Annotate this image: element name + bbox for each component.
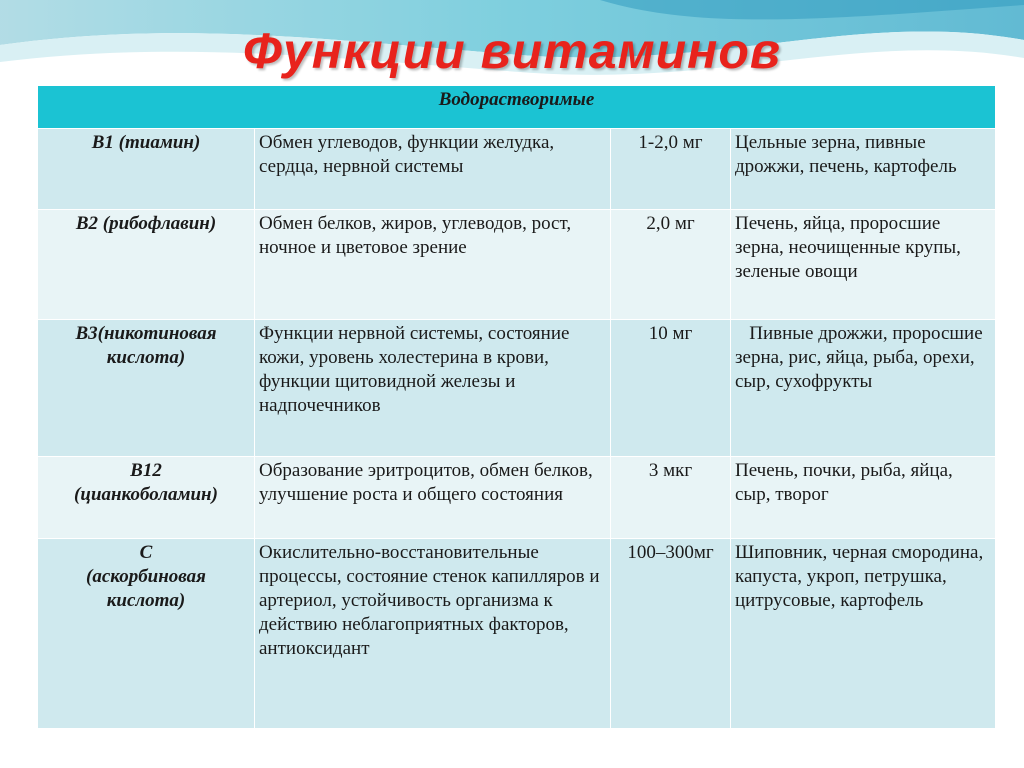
vitamin-sources: Цельные зерна, пивные дрожжи, печень, картофель: [731, 129, 996, 210]
vitamin-function: Окислительно-восстановительные процессы, состояние стенок капилляров и артериол, устойчивость организма к действию неблагоприятных факторов, антиоксидант: [255, 539, 611, 729]
table-row: [38, 129, 996, 210]
table-header: Водорастворимые: [38, 86, 996, 129]
vitamin-function: Обмен белков, жиров, углеводов, рост, ночное и цветовое зрение: [255, 210, 611, 320]
vitamin-dose: 2,0 мг: [611, 210, 731, 320]
page-title: Функции витаминов: [242, 23, 782, 79]
vitamin-table: [37, 85, 996, 729]
table-row: [38, 210, 996, 320]
vitamin-sources: Пивные дрожжи, проросшие зерна, рис, яйца, рыба, орехи, сыр, сухофрукты: [731, 320, 996, 457]
vitamin-name: B2 (рибофлавин): [38, 210, 255, 320]
vitamin-name: B3(никотиновая кислота): [38, 320, 255, 457]
vitamin-name: B1 (тиамин): [38, 129, 255, 210]
vitamin-dose: 1-2,0 мг: [611, 129, 731, 210]
table-row: [38, 320, 996, 457]
vitamin-sources: Шиповник, черная смородина, капуста, укроп, петрушка, цитрусовые, картофель: [731, 539, 996, 729]
vitamin-dose: 3 мкг: [611, 457, 731, 539]
table-row: [38, 539, 996, 729]
vitamin-sources: Печень, яйца, проросшие зерна, неочищенные крупы, зеленые овощи: [731, 210, 996, 320]
vitamin-name: B12 (цианкоболамин): [38, 457, 255, 539]
vitamin-function: Образование эритроцитов, обмен белков, улучшение роста и общего состояния: [255, 457, 611, 539]
vitamin-function: Функции нервной системы, состояние кожи, уровень холестерина в крови, функции щитовидной железы и надпочечников: [255, 320, 611, 457]
vitamin-sources: Печень, почки, рыба, яйца, сыр, творог: [731, 457, 996, 539]
table-row: [38, 457, 996, 539]
vitamin-name: C (аскорбиновая кислота): [38, 539, 255, 729]
vitamin-dose: 100–300мг: [611, 539, 731, 729]
vitamin-dose: 10 мг: [611, 320, 731, 457]
vitamin-function: Обмен углеводов, функции желудка, сердца, нервной системы: [255, 129, 611, 210]
